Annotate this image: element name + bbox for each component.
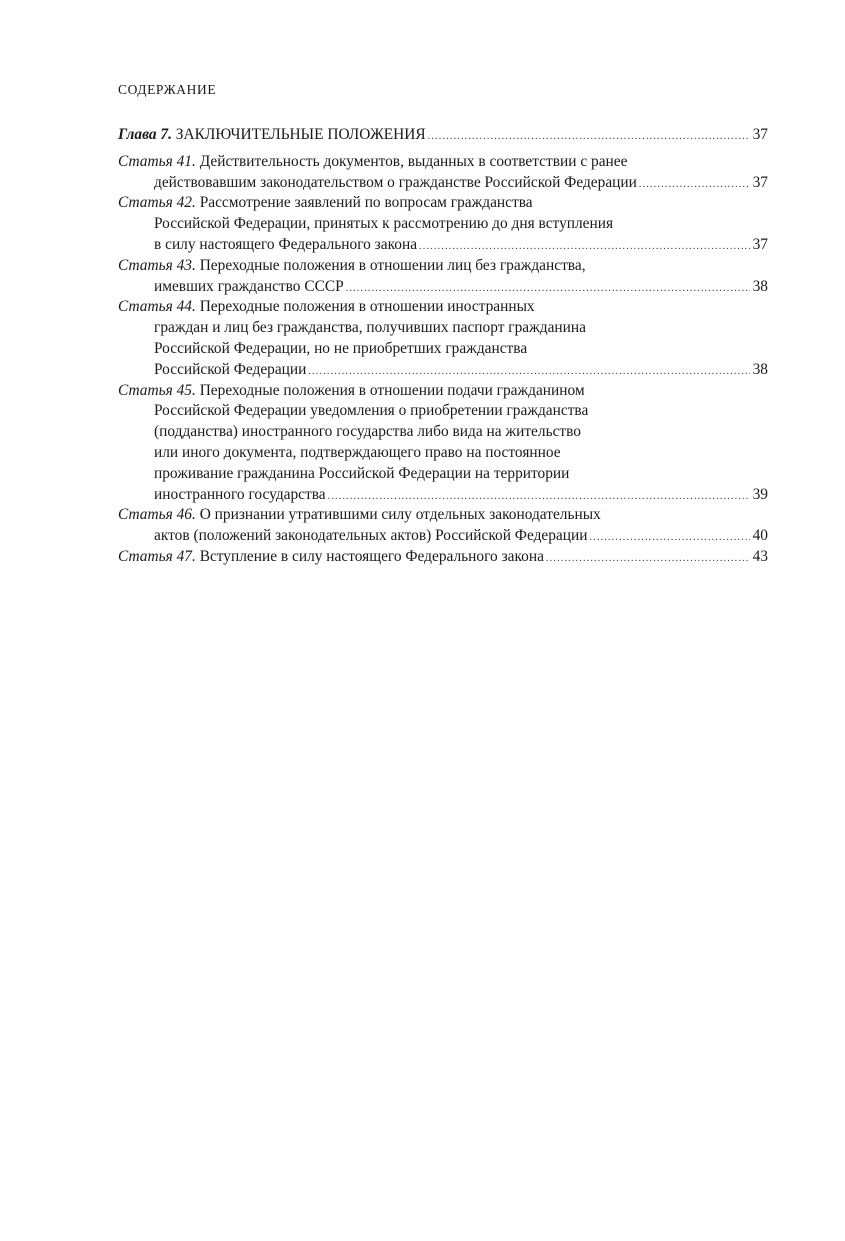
toc-line [118, 277, 768, 298]
chapter-title: ЗАКЛЮЧИТЕЛЬНЫЕ ПОЛОЖЕНИЯ [171, 126, 426, 143]
toc-entry-article-41[interactable] [118, 152, 768, 194]
page-number: 38 [752, 277, 768, 295]
toc-entry-article-46[interactable] [118, 505, 768, 547]
toc-line: Российской Федерации уведомления о приобретении гражданства [154, 402, 589, 420]
toc-line [118, 173, 768, 194]
leader-dots [546, 549, 750, 570]
page-number: 38 [752, 360, 768, 378]
toc-line [118, 235, 768, 256]
toc-entry-article-44[interactable] [118, 297, 768, 380]
toc-line [118, 381, 768, 402]
toc-line: Российской Федерации, но не приобретших гражданства [154, 339, 528, 357]
article-title-line: иностранного государства [154, 485, 326, 503]
leader-dots [428, 127, 750, 148]
article-title-line: Переходные положения в отношении иностранных [195, 298, 535, 316]
page-number: 40 [752, 527, 768, 545]
leader-dots [308, 362, 749, 383]
toc-entry-article-47[interactable] [118, 547, 768, 568]
article-label: Статья 46. [118, 506, 196, 524]
article-label: Статья 47. [118, 547, 196, 565]
toc-line: Российской Федерации, принятых к рассмотрению до дня вступления [154, 215, 614, 233]
leader-dots [419, 237, 750, 258]
article-title-line: актов (положений законодательных актов) Российской Федерации [154, 527, 588, 545]
article-label: Статья 43. [118, 256, 196, 274]
toc-line [118, 125, 768, 146]
leader-dots [589, 528, 749, 549]
toc-line [118, 547, 768, 568]
leader-dots [328, 487, 750, 508]
page-number: 39 [752, 485, 768, 503]
article-title-line: действовавшим законодательством о гражданстве Российской Федерации [154, 173, 637, 191]
article-title-line: Действительность документов, выданных в соответствии с ранее [195, 152, 628, 170]
article-title-line: Российской Федерации [154, 360, 307, 378]
toc-line [118, 485, 768, 506]
toc-line [118, 360, 768, 381]
toc-line [118, 297, 768, 318]
table-of-contents [118, 125, 768, 568]
toc-line: или иного документа, подтверждающего право на постоянное [154, 443, 561, 461]
toc-line [118, 526, 768, 547]
page-number: 43 [752, 547, 768, 565]
running-head: СОДЕРЖАНИЕ [118, 82, 217, 97]
article-title-line: Рассмотрение заявлений по вопросам гражданства [195, 194, 533, 212]
toc-entry-article-45[interactable] [118, 381, 768, 506]
page-number: 37 [752, 235, 768, 253]
leader-dots [346, 279, 750, 300]
toc-line: (подданства) иностранного государства либо вида на жительство [154, 423, 582, 441]
toc-entry-chapter-7[interactable] [118, 125, 768, 146]
toc-line [118, 152, 768, 173]
article-title-line: О признании утратившими силу отдельных законодательных [195, 506, 601, 524]
toc-line [118, 505, 768, 526]
leader-dots [639, 175, 750, 196]
article-label: Статья 42. [118, 194, 196, 212]
article-title-line: Вступление в силу настоящего Федерального закона [195, 547, 544, 565]
page-number: 37 [752, 173, 768, 191]
chapter-label: Глава 7. [118, 126, 172, 143]
article-label: Статья 45. [118, 381, 196, 399]
toc-line [118, 256, 768, 277]
toc-line: проживание гражданина Российской Федерации на территории [154, 464, 570, 482]
article-title-line: имевших гражданство СССР [154, 277, 344, 295]
toc-line [118, 193, 768, 214]
article-title-line: Переходные положения в отношении подачи гражданином [195, 381, 585, 399]
article-label: Статья 44. [118, 298, 196, 316]
article-title-line: Переходные положения в отношении лиц без гражданства, [195, 256, 586, 274]
article-title-line: в силу настоящего Федерального закона [154, 235, 418, 253]
toc-entry-article-43[interactable] [118, 256, 768, 298]
toc-line: граждан и лиц без гражданства, получивших паспорт гражданина [154, 319, 586, 337]
toc-entry-article-42[interactable] [118, 193, 768, 255]
article-label: Статья 41. [118, 152, 196, 170]
page-number: 37 [752, 126, 768, 143]
